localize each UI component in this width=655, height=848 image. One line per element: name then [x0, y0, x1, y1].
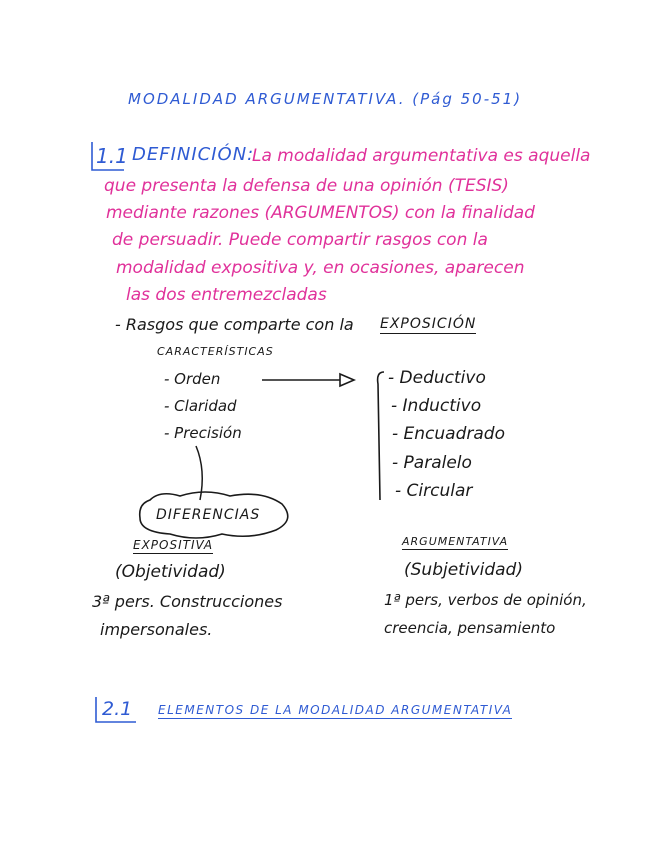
diferencias-cloud-icon [140, 492, 288, 538]
section-2-number-box [96, 697, 136, 722]
estructura-item-1: - Deductivo [388, 368, 486, 388]
definition-line-3: mediante razones (ARGUMENTOS) con la finalidad [106, 203, 535, 223]
rasgos-keyword: EXPOSICIÓN [380, 316, 477, 332]
estructura-item-4: - Paralelo [392, 453, 472, 473]
rasgos-intro: - Rasgos que comparte con la [115, 315, 354, 334]
section-2-number: 2.1 [102, 698, 133, 720]
bracket-icon [378, 372, 384, 500]
definition-line-5: modalidad expositiva y, en ocasiones, aparecen [116, 258, 525, 278]
estructura-item-3: - Encuadrado [392, 424, 505, 444]
definition-line-6: las dos entremezcladas [126, 285, 327, 305]
section-1-number: 1.1 [96, 144, 128, 168]
page-title: MODALIDAD ARGUMENTATIVA. (Pág 50-51) [128, 90, 523, 108]
diferencias-label: DIFERENCIAS [156, 507, 261, 523]
definition-line-4: de persuadir. Puede compartir rasgos con la [112, 230, 488, 250]
expositiva-heading: EXPOSITIVA [133, 538, 214, 552]
section-1-heading: DEFINICIÓN: [132, 144, 255, 165]
arrow-head-icon [340, 374, 354, 386]
definition-line-2: que presenta la defensa de una opinión (TESIS) [104, 176, 509, 196]
argumentativa-trait: (Subjetividad) [404, 560, 523, 580]
caracteristica-item-2: - Claridad [164, 397, 237, 415]
expositiva-trait: (Objetividad) [115, 562, 226, 582]
expositiva-detail-1: 3ª pers. Construcciones [92, 592, 283, 611]
caracteristica-item-1: - Orden [164, 370, 221, 388]
expositiva-detail-2: impersonales. [100, 620, 213, 639]
estructura-item-2: - Inductivo [391, 396, 482, 416]
section-2-heading: ELEMENTOS DE LA MODALIDAD ARGUMENTATIVA [158, 703, 513, 717]
caracteristica-item-3: - Precisión [164, 424, 242, 442]
estructura-item-5: - Circular [395, 481, 473, 501]
section-1-number-box [92, 142, 124, 170]
argumentativa-heading: ARGUMENTATIVA [402, 535, 509, 548]
argumentativa-detail-2: creencia, pensamiento [384, 619, 556, 637]
definition-line-1: La modalidad argumentativa es aquella [252, 146, 591, 166]
argumentativa-detail-1: 1ª pers, verbos de opinión, [384, 591, 587, 609]
caracteristicas-label: CARACTERÍSTICAS [157, 345, 274, 358]
